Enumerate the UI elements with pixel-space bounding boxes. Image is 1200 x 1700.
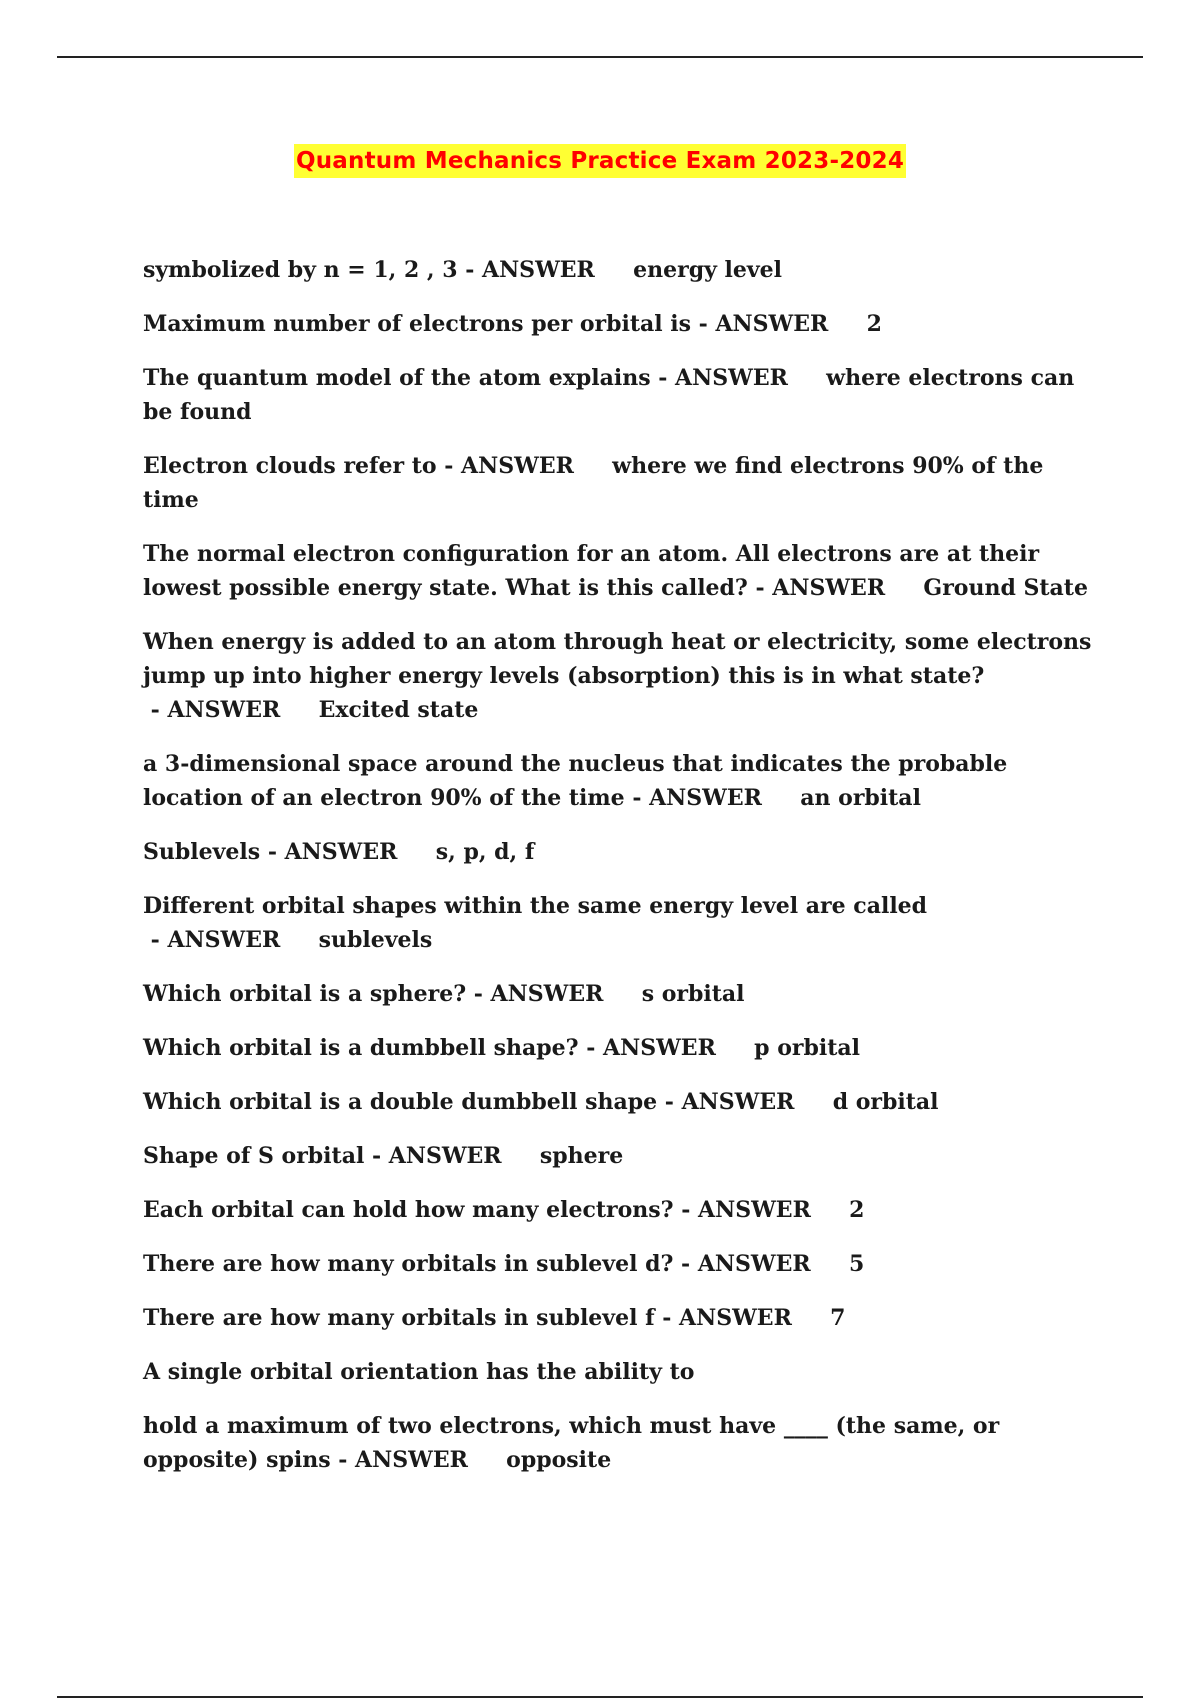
document-title: Quantum Mechanics Practice Exam 2023-2024	[294, 144, 906, 178]
answer-text: Ground State	[923, 575, 1088, 601]
answer-separator: - ANSWER	[673, 1197, 850, 1223]
question-text: Electron clouds refer to	[143, 453, 437, 479]
answer-text: opposite	[506, 1447, 612, 1473]
title-container	[0, 144, 1200, 178]
question-text: symbolized by n = 1, 2 , 3	[143, 257, 458, 283]
answer-separator: - ANSWER	[364, 1143, 540, 1169]
answer-text: an orbital	[800, 785, 921, 811]
question-text: Different orbital shapes within the same energy level are called	[143, 893, 928, 919]
question-text: The normal electron configuration for an atom. All electrons are at their lowest possible energy state. What is this called?	[143, 541, 1040, 601]
qa-item	[143, 1085, 1103, 1119]
qa-list	[143, 253, 1103, 1497]
answer-text: energy level	[633, 257, 783, 283]
answer-text: 5	[848, 1251, 865, 1277]
answer-separator: - ANSWER	[578, 1035, 755, 1061]
question-text: A single orbital orientation has the ability to	[143, 1359, 695, 1385]
answer-text: 2	[866, 311, 882, 337]
qa-item	[143, 253, 1103, 287]
qa-item	[143, 889, 1103, 957]
qa-item	[143, 537, 1103, 605]
question-text: Which orbital is a double dumbbell shape	[143, 1089, 658, 1115]
qa-item	[143, 1193, 1103, 1227]
qa-item	[143, 625, 1103, 727]
answer-separator: - ANSWER	[457, 257, 634, 283]
question-text: a 3-dimensional space around the nucleus that indicates the probable location of an electron 90% of the time	[143, 751, 1008, 811]
qa-item	[143, 1139, 1103, 1173]
answer-separator: - ANSWER	[143, 697, 319, 723]
answer-separator: - ANSWER	[260, 839, 436, 865]
qa-item	[143, 361, 1103, 429]
qa-item	[143, 747, 1103, 815]
question-text: hold a maximum of two electrons, which must have ____ (the same, or opposite) spins	[143, 1413, 1000, 1473]
question-text: When energy is added to an atom through heat or electricity, some electrons jump up into higher energy levels (absorption) this is in what state?	[143, 629, 1092, 689]
answer-separator: - ANSWER	[654, 1305, 831, 1331]
answer-separator: - ANSWER	[691, 311, 867, 337]
qa-item	[143, 1031, 1103, 1065]
answer-separator: - ANSWER	[624, 785, 801, 811]
answer-separator: - ANSWER	[436, 453, 613, 479]
answer-text: where electrons can be found	[143, 365, 1075, 425]
answer-text: d orbital	[832, 1089, 939, 1115]
question-text: There are how many orbitals in sublevel f	[143, 1305, 655, 1331]
qa-item	[143, 1247, 1103, 1281]
question-text: Maximum number of electrons per orbital is	[143, 311, 692, 337]
qa-item	[143, 307, 1103, 341]
qa-item	[143, 977, 1103, 1011]
answer-text: sublevels	[318, 927, 433, 953]
answer-separator: - ANSWER	[650, 365, 827, 391]
answer-text: s orbital	[641, 981, 745, 1007]
answer-text: s, p, d, f	[435, 839, 535, 865]
question-text: Which orbital is a dumbbell shape?	[143, 1035, 579, 1061]
answer-separator: - ANSWER	[673, 1251, 849, 1277]
question-text: Which orbital is a sphere?	[143, 981, 467, 1007]
qa-item	[143, 835, 1103, 869]
answer-separator: - ANSWER	[330, 1447, 507, 1473]
question-text: The quantum model of the atom explains	[143, 365, 651, 391]
answer-text: sphere	[539, 1143, 624, 1169]
answer-separator: - ANSWER	[466, 981, 642, 1007]
answer-text: where we find electrons 90% of the time	[143, 453, 1044, 513]
question-text: Each orbital can hold how many electrons?	[143, 1197, 674, 1223]
question-text: Shape of S orbital	[143, 1143, 365, 1169]
qa-item	[143, 1409, 1103, 1477]
qa-item	[143, 1301, 1103, 1335]
top-rule	[57, 56, 1143, 58]
answer-text: Excited state	[318, 697, 479, 723]
qa-item-continuation-line	[143, 1355, 1103, 1389]
answer-separator: - ANSWER	[657, 1089, 833, 1115]
answer-text: 2	[849, 1197, 865, 1223]
answer-text: p orbital	[754, 1035, 860, 1061]
qa-item	[143, 449, 1103, 517]
answer-separator: - ANSWER	[747, 575, 924, 601]
answer-text: 7	[830, 1305, 846, 1331]
answer-separator: - ANSWER	[143, 927, 319, 953]
question-text: There are how many orbitals in sublevel d?	[143, 1251, 674, 1277]
bottom-rule	[57, 1696, 1143, 1698]
question-text: Sublevels	[143, 839, 261, 865]
